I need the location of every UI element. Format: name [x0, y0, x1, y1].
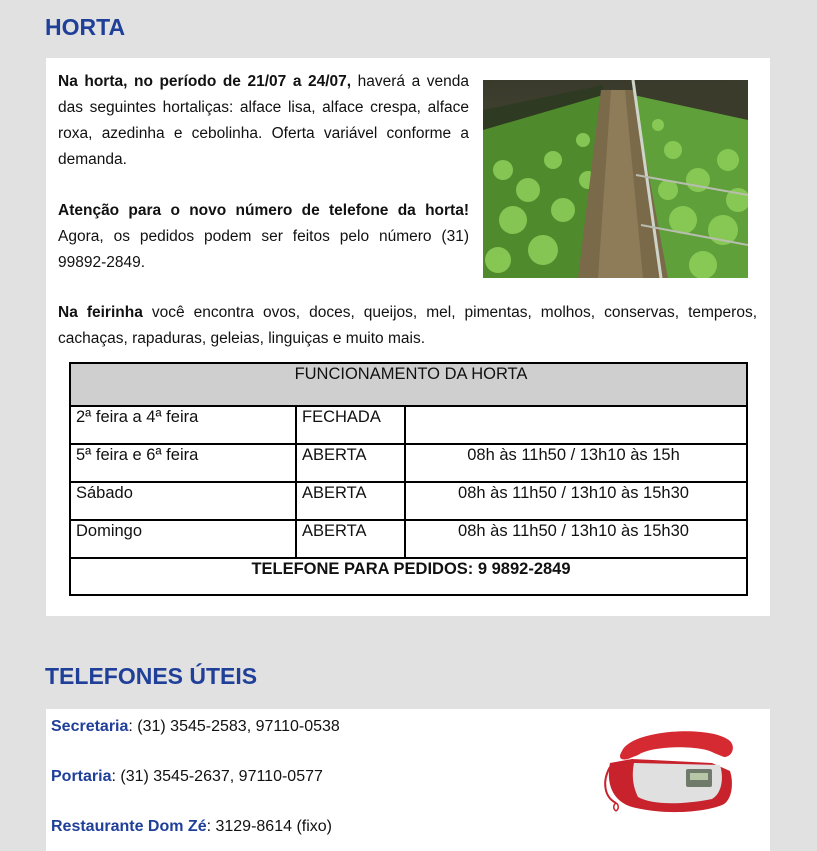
phone-entry-label: Secretaria: [51, 718, 129, 735]
phone-entry-portaria: [51, 768, 323, 786]
day-cell: 5ª feira e 6ª feira: [70, 444, 296, 482]
table-row: [70, 444, 747, 482]
table-row: [70, 406, 747, 444]
telefones-panel: [46, 709, 770, 851]
day-cell: 2ª feira a 4ª feira: [70, 406, 296, 444]
phone-entry-restaurante: [51, 818, 332, 836]
status-cell: FECHADA: [296, 406, 405, 444]
feirinha-text: você encontra ovos, doces, queijos, mel, pimentas, molhos, conservas, temperos, cachaças, rapaduras, geleias, linguiças e muito mais.: [58, 304, 758, 347]
status-cell: ABERTA: [296, 444, 405, 482]
phone-entry-secretaria: [51, 718, 340, 736]
telephone-icon: [602, 723, 737, 815]
phone-entry-value: : (31) 3545-2583, 97110-0538: [128, 718, 340, 735]
horta-section-title: HORTA: [45, 14, 126, 40]
table-header: FUNCIONAMENTO DA HORTA: [70, 363, 747, 406]
opening-hours-table: [69, 362, 748, 596]
telefones-section-title: TELEFONES ÚTEIS: [45, 663, 258, 689]
hours-cell: 08h às 11h50 / 13h10 às 15h: [405, 444, 747, 482]
phone-entry-label: Portaria: [51, 768, 112, 785]
hours-cell: 08h às 11h50 / 13h10 às 15h30: [405, 520, 747, 558]
day-cell: Sábado: [70, 482, 296, 520]
day-cell: Domingo: [70, 520, 296, 558]
hours-cell: 08h às 11h50 / 13h10 às 15h30: [405, 482, 747, 520]
phone-entry-label: Restaurante Dom Zé: [51, 818, 207, 835]
greenhouse-photo: [483, 80, 748, 278]
status-cell: ABERTA: [296, 482, 405, 520]
horta-sale-paragraph: [58, 69, 469, 173]
phone-entry-value: : (31) 3545-2637, 97110-0577: [111, 768, 323, 785]
horta-panel: [46, 58, 770, 616]
phone-entry-value: : 3129-8614 (fixo): [206, 818, 332, 835]
status-cell: ABERTA: [296, 520, 405, 558]
horta-phone-paragraph: [58, 198, 469, 276]
horta-phone-lead: Atenção para o novo número de telefone da horta!: [58, 202, 469, 219]
hours-cell: [405, 406, 747, 444]
table-row: [70, 482, 747, 520]
feirinha-paragraph: [58, 300, 757, 352]
feirinha-lead: Na feirinha: [58, 304, 143, 321]
order-phone-footer: TELEFONE PARA PEDIDOS: 9 9892-2849: [70, 558, 747, 595]
horta-phone-text: Agora, os pedidos podem ser feitos pelo número (31) 99892-2849.: [58, 228, 469, 271]
horta-sale-text: haverá a venda das seguintes hortaliças: alface lisa, alface crespa, alface roxa, azedinha e cebolinha. Oferta variável conforme a demanda.: [58, 73, 469, 168]
table-row: [70, 520, 747, 558]
horta-sale-lead: Na horta, no período de 21/07 a 24/07,: [58, 73, 352, 90]
